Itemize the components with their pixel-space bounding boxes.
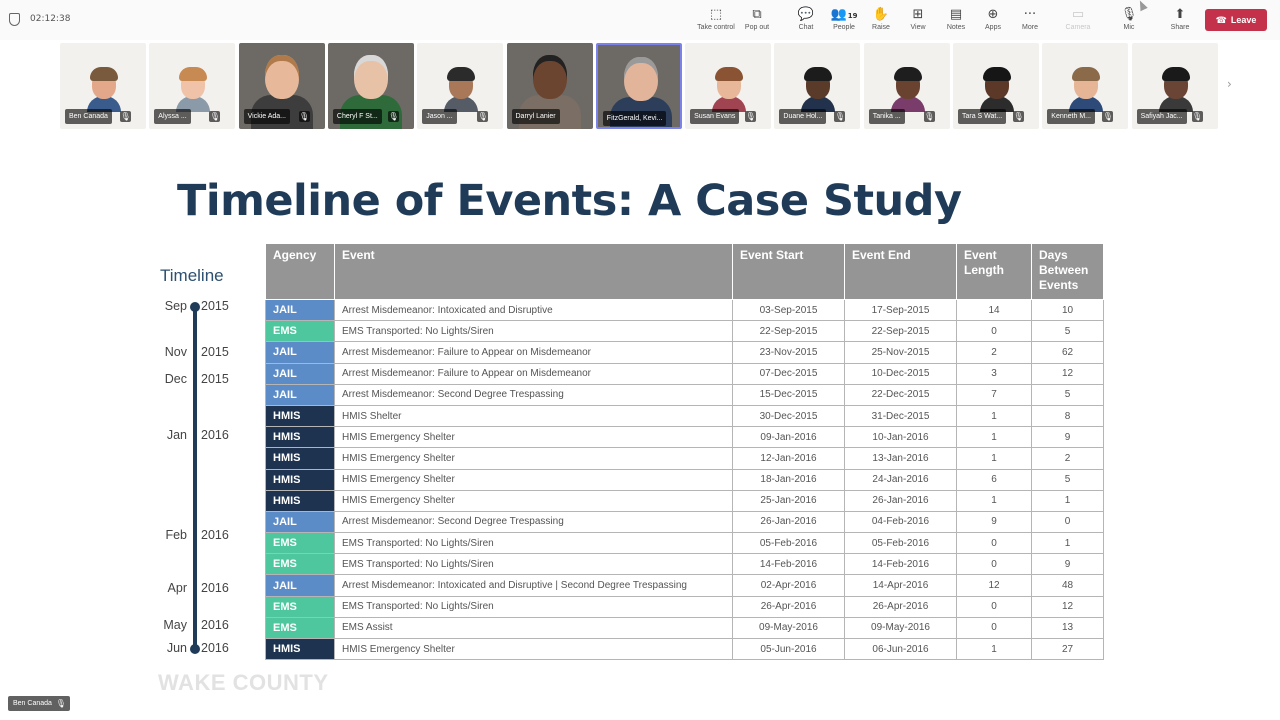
agency-cell: JAIL (266, 575, 335, 596)
table-row (266, 300, 1104, 321)
start-cell: 05-Feb-2016 (733, 533, 845, 554)
toolbar-label: Pop out (744, 24, 770, 31)
table-row (266, 469, 1104, 490)
event-cell: Arrest Misdemeanor: Intoxicated and Disruptive | Second Degree Trespassing (335, 575, 733, 596)
timeline-heading: Timeline (160, 266, 224, 285)
toolbar-mic-off-button[interactable] (1107, 6, 1151, 31)
events-table (265, 243, 1104, 660)
phone-hangup-icon: ☎ (1215, 16, 1227, 26)
agency-cell: JAIL (266, 511, 335, 532)
days-between-cell: 27 (1032, 639, 1104, 660)
participant-name: Cheryl F St... (333, 109, 382, 124)
mic-off-icon: 🎙 (1120, 7, 1138, 22)
length-cell: 0 (957, 554, 1032, 575)
event-cell: Arrest Misdemeanor: Failure to Appear on Misdemeanor (335, 363, 733, 384)
timeline-year: 2015 (201, 372, 229, 386)
timeline-year: 2016 (201, 618, 229, 632)
video-face (265, 55, 299, 99)
end-cell: 10-Dec-2015 (845, 363, 957, 384)
event-cell: HMIS Emergency Shelter (335, 427, 733, 448)
table-row (266, 448, 1104, 469)
end-cell: 14-Apr-2016 (845, 575, 957, 596)
timeline-year: 2016 (201, 641, 229, 655)
table-row (266, 342, 1104, 363)
participant-tile[interactable] (1132, 43, 1218, 129)
timeline-month: Jan (166, 428, 187, 442)
share-icon: ⬆ (1174, 7, 1186, 22)
agency-cell: EMS (266, 533, 335, 554)
participant-name: Vickie Ada... (244, 109, 290, 124)
participant-name: Darryl Lanier (512, 109, 560, 124)
timeline-month: Dec (164, 372, 187, 386)
agency-cell: HMIS (266, 469, 335, 490)
length-cell: 3 (957, 363, 1032, 384)
toolbar-label: Raise (872, 24, 890, 31)
participant-tile[interactable] (685, 43, 771, 129)
participant-tile[interactable] (149, 43, 235, 129)
length-cell: 0 (957, 533, 1032, 554)
agency-cell: EMS (266, 617, 335, 638)
start-cell: 26-Jan-2016 (733, 511, 845, 532)
end-cell: 26-Jan-2016 (845, 490, 957, 511)
participant-tile[interactable] (1042, 43, 1128, 129)
end-cell: 26-Apr-2016 (845, 596, 957, 617)
event-cell: EMS Transported: No Lights/Siren (335, 321, 733, 342)
meeting-timer: 02:12:38 (30, 14, 71, 24)
participant-name: Kenneth M... (1047, 109, 1095, 124)
agency-cell: JAIL (266, 342, 335, 363)
agency-cell: HMIS (266, 639, 335, 660)
length-cell: 1 (957, 427, 1032, 448)
length-cell: 12 (957, 575, 1032, 596)
end-cell: 09-May-2016 (845, 617, 957, 638)
event-cell: Arrest Misdemeanor: Failure to Appear on Misdemeanor (335, 342, 733, 363)
agency-cell: HMIS (266, 448, 335, 469)
avatar (976, 63, 1018, 109)
start-cell: 02-Apr-2016 (733, 575, 845, 596)
event-cell: HMIS Emergency Shelter (335, 469, 733, 490)
table-row (266, 554, 1104, 575)
event-cell: Arrest Misdemeanor: Second Degree Trespassing (335, 511, 733, 532)
avatar (708, 63, 750, 109)
days-between-cell: 12 (1032, 596, 1104, 617)
days-between-cell: 10 (1032, 300, 1104, 321)
length-cell: 1 (957, 639, 1032, 660)
timeline-month: Feb (165, 528, 187, 542)
end-cell: 13-Jan-2016 (845, 448, 957, 469)
event-cell: EMS Assist (335, 617, 733, 638)
toolbar-label: More (1022, 24, 1038, 31)
mic-muted-icon: 🎙 (388, 112, 399, 121)
meeting-toolbar (0, 0, 1280, 40)
end-cell: 24-Jan-2016 (845, 469, 957, 490)
participant-name: Ben Canada (65, 109, 112, 124)
end-cell: 17-Sep-2015 (845, 300, 957, 321)
days-between-cell: 12 (1032, 363, 1104, 384)
video-face (624, 57, 658, 101)
length-cell: 14 (957, 300, 1032, 321)
length-cell: 0 (957, 596, 1032, 617)
start-cell: 18-Jan-2016 (733, 469, 845, 490)
length-cell: 1 (957, 448, 1032, 469)
event-cell: HMIS Emergency Shelter (335, 639, 733, 660)
agency-cell: HMIS (266, 405, 335, 426)
table-row (266, 596, 1104, 617)
end-cell: 22-Dec-2015 (845, 384, 957, 405)
timeline-month: Jun (166, 641, 187, 655)
end-cell: 10-Jan-2016 (845, 427, 957, 448)
start-cell: 15-Dec-2015 (733, 384, 845, 405)
toolbar-label: Camera (1065, 24, 1091, 31)
view-icon: ⊞ (912, 7, 924, 22)
mic-muted-icon: 🎙 (1192, 112, 1203, 121)
avatar (1155, 63, 1197, 109)
agency-cell: EMS (266, 596, 335, 617)
table-row (266, 427, 1104, 448)
toolbar-more-button[interactable] (1008, 6, 1052, 31)
days-between-cell: 2 (1032, 448, 1104, 469)
toolbar-label: Share (1170, 24, 1190, 31)
raise-hand-icon: ✋ (872, 7, 890, 22)
participant-tile[interactable] (507, 43, 593, 129)
agency-cell: EMS (266, 321, 335, 342)
participant-name: Duane Hol... (779, 109, 826, 124)
mic-muted-icon: 🎙 (299, 112, 310, 121)
timeline-month: Sep (164, 299, 187, 313)
length-cell: 0 (957, 617, 1032, 638)
avatar (440, 63, 482, 109)
agency-cell: HMIS (266, 427, 335, 448)
timeline-axis (193, 307, 197, 650)
column-header: Event (335, 244, 733, 300)
avatar (172, 63, 214, 109)
toolbar-pop-out-button[interactable] (735, 6, 779, 31)
participant-tile[interactable] (239, 43, 325, 129)
start-cell: 05-Jun-2016 (733, 639, 845, 660)
avatar (1065, 63, 1107, 109)
mic-muted-icon: 🎙 (209, 112, 220, 121)
leave-button[interactable] (1205, 9, 1267, 31)
column-header: Event Length (957, 244, 1032, 300)
apps-icon: ⊕ (987, 7, 999, 22)
toolbar-label: Apps (985, 24, 1001, 31)
event-cell: EMS Transported: No Lights/Siren (335, 533, 733, 554)
camera-off-icon: ▭ (1071, 7, 1085, 22)
table-row (266, 384, 1104, 405)
length-cell: 7 (957, 384, 1032, 405)
days-between-cell: 5 (1032, 384, 1104, 405)
event-cell: HMIS Emergency Shelter (335, 448, 733, 469)
participant-tile[interactable] (953, 43, 1039, 129)
days-between-cell: 1 (1032, 533, 1104, 554)
video-face (354, 55, 388, 99)
table-row (266, 617, 1104, 638)
timeline-month: Nov (164, 345, 187, 359)
table-row (266, 321, 1104, 342)
days-between-cell: 62 (1032, 342, 1104, 363)
participant-name: Jason ... (422, 109, 456, 124)
table-row (266, 575, 1104, 596)
start-cell: 12-Jan-2016 (733, 448, 845, 469)
mic-muted-icon: 🎙 (834, 112, 845, 121)
mic-muted-icon: 🎙 (745, 112, 756, 121)
start-cell: 22-Sep-2015 (733, 321, 845, 342)
table-row (266, 490, 1104, 511)
timeline-year: 2016 (201, 581, 229, 595)
avatar (83, 63, 125, 109)
mic-muted-icon: 🎙 (1013, 112, 1024, 121)
toolbar-label: Notes (946, 24, 966, 31)
start-cell: 09-Jan-2016 (733, 427, 845, 448)
participant-name: Tara S Wat... (958, 109, 1006, 124)
toolbar-camera-off-button[interactable] (1056, 6, 1100, 31)
timeline-end-dot (190, 644, 200, 654)
self-view-name (8, 696, 70, 711)
length-cell: 6 (957, 469, 1032, 490)
end-cell: 25-Nov-2015 (845, 342, 957, 363)
end-cell: 31-Dec-2015 (845, 405, 957, 426)
people-icon: 👥19 (830, 7, 858, 22)
event-cell: Arrest Misdemeanor: Second Degree Trespassing (335, 384, 733, 405)
start-cell: 25-Jan-2016 (733, 490, 845, 511)
column-header: Days Between Events (1032, 244, 1104, 300)
pop-out-icon: ⧉ (752, 7, 762, 22)
column-header: Event End (845, 244, 957, 300)
shield-icon (9, 13, 20, 26)
start-cell: 26-Apr-2016 (733, 596, 845, 617)
participant-tile[interactable] (774, 43, 860, 129)
wake-county-watermark: WAKE COUNTY (158, 670, 329, 695)
mic-muted-icon: 🎙 (120, 112, 131, 121)
start-cell: 14-Feb-2016 (733, 554, 845, 575)
days-between-cell: 8 (1032, 405, 1104, 426)
slide-title: Timeline of Events: A Case Study (177, 176, 962, 226)
table-header-row (266, 244, 1104, 300)
column-header: Event Start (733, 244, 845, 300)
take-control-icon: ⬚ (709, 7, 723, 22)
start-cell: 07-Dec-2015 (733, 363, 845, 384)
end-cell: 05-Feb-2016 (845, 533, 957, 554)
agency-cell: EMS (266, 554, 335, 575)
event-cell: EMS Transported: No Lights/Siren (335, 554, 733, 575)
toolbar-label: Mic (1123, 24, 1135, 31)
timeline-start-dot (190, 302, 200, 312)
participant-name: Tanika ... (869, 109, 905, 124)
days-between-cell: 1 (1032, 490, 1104, 511)
participant-name: FitzGerald, Kevi... (603, 111, 667, 126)
participant-name: Susan Evans (690, 109, 739, 124)
length-cell: 1 (957, 405, 1032, 426)
timeline-year: 2016 (201, 528, 229, 542)
end-cell: 04-Feb-2016 (845, 511, 957, 532)
mic-muted-icon: 🎙 (924, 112, 935, 121)
toolbar-take-control-button[interactable] (694, 6, 738, 31)
days-between-cell: 48 (1032, 575, 1104, 596)
days-between-cell: 0 (1032, 511, 1104, 532)
toolbar-label: View (910, 24, 926, 31)
end-cell: 22-Sep-2015 (845, 321, 957, 342)
days-between-cell: 9 (1032, 554, 1104, 575)
table-row (266, 533, 1104, 554)
agency-cell: JAIL (266, 300, 335, 321)
participant-name: Safiyah Jac... (1137, 109, 1187, 124)
participant-tile[interactable] (864, 43, 950, 129)
table-row (266, 639, 1104, 660)
mic-muted-icon: 🎙 (1102, 112, 1113, 121)
timeline-year: 2015 (201, 345, 229, 359)
avatar (797, 63, 839, 109)
days-between-cell: 5 (1032, 469, 1104, 490)
agency-cell: JAIL (266, 384, 335, 405)
length-cell: 1 (957, 490, 1032, 511)
toolbar-label: Chat (798, 24, 814, 31)
toolbar-share-button[interactable] (1158, 6, 1202, 31)
timeline-year: 2015 (201, 299, 229, 313)
notes-icon: ▤ (949, 7, 963, 22)
chevron-right-icon[interactable]: › (1227, 77, 1232, 91)
participant-tile[interactable] (60, 43, 146, 129)
participant-tile[interactable] (596, 43, 682, 129)
length-cell: 9 (957, 511, 1032, 532)
column-header: Agency (266, 244, 335, 300)
self-name-label: Ben Canada (13, 700, 52, 707)
chat-icon: 💬 (797, 7, 815, 22)
toolbar-label: People (833, 24, 855, 31)
toolbar-label: Take control (697, 24, 735, 31)
end-cell: 14-Feb-2016 (845, 554, 957, 575)
length-cell: 0 (957, 321, 1032, 342)
start-cell: 23-Nov-2015 (733, 342, 845, 363)
event-cell: HMIS Emergency Shelter (335, 490, 733, 511)
participant-tile[interactable] (417, 43, 503, 129)
participant-name: Alyssa ... (154, 109, 190, 124)
start-cell: 09-May-2016 (733, 617, 845, 638)
more-icon: ··· (1023, 7, 1037, 22)
days-between-cell: 9 (1032, 427, 1104, 448)
agency-cell: JAIL (266, 363, 335, 384)
event-cell: HMIS Shelter (335, 405, 733, 426)
days-between-cell: 5 (1032, 321, 1104, 342)
event-cell: EMS Transported: No Lights/Siren (335, 596, 733, 617)
table-row (266, 511, 1104, 532)
table-row (266, 363, 1104, 384)
days-between-cell: 13 (1032, 617, 1104, 638)
agency-cell: HMIS (266, 490, 335, 511)
mic-off-icon: 🎙 (55, 699, 66, 708)
length-cell: 2 (957, 342, 1032, 363)
start-cell: 03-Sep-2015 (733, 300, 845, 321)
event-cell: Arrest Misdemeanor: Intoxicated and Disruptive (335, 300, 733, 321)
timeline-year: 2016 (201, 428, 229, 442)
leave-label: Leave (1230, 15, 1257, 25)
end-cell: 06-Jun-2016 (845, 639, 957, 660)
mic-muted-icon: 🎙 (477, 112, 488, 121)
start-cell: 30-Dec-2015 (733, 405, 845, 426)
participant-tile[interactable] (328, 43, 414, 129)
video-face (533, 55, 567, 99)
timeline-month: Apr (167, 581, 187, 595)
people-count-badge: 19 (847, 12, 858, 20)
avatar (887, 63, 929, 109)
timeline-month: May (163, 618, 187, 632)
table-row (266, 405, 1104, 426)
